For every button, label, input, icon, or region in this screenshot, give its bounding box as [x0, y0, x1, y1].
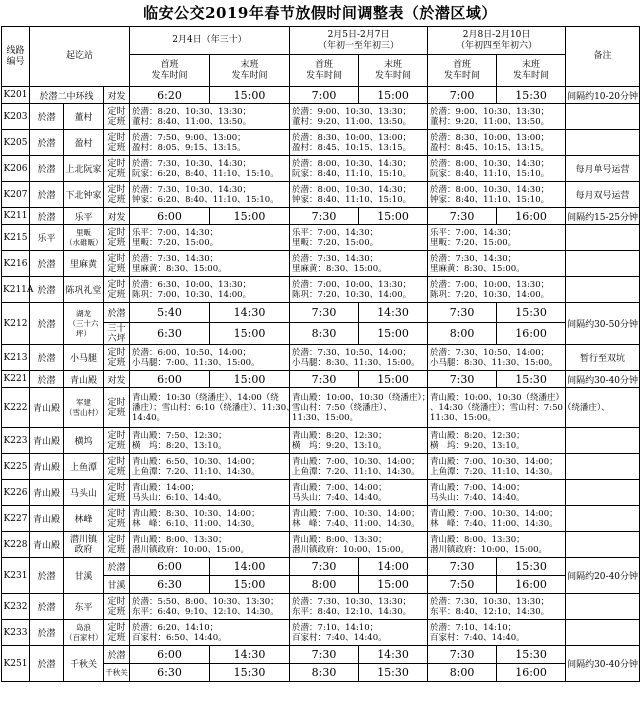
p1-last: 15:00	[210, 87, 290, 104]
p2-last: 14:30	[359, 646, 428, 664]
p1-first: 6:20	[130, 87, 210, 104]
service-type: 对发	[104, 87, 130, 104]
route-number: K201	[2, 87, 30, 104]
route-number: K215	[2, 225, 30, 251]
p2-last: 15:00	[359, 87, 428, 104]
service-type: 定时 定班	[104, 251, 130, 277]
table-row	[2, 532, 640, 558]
note	[566, 104, 640, 130]
stop-from: 於潜	[30, 156, 64, 182]
stop-from: 青山殿	[30, 480, 64, 506]
p3-first: 7:30	[428, 303, 497, 323]
period3-header: 2月8日-2月10日 （年初四至年初六）	[428, 27, 566, 55]
p2-first: 8:30	[290, 323, 359, 345]
p3-schedule: 於潜：7:10、14:10； 百家村：7:40、14:40。	[428, 620, 566, 646]
stop-from: 於潜	[30, 130, 64, 156]
p2-schedule: 青山殿：7:00、10:30、14:00； 上鱼潭：7:20、11:10、14:30。	[290, 454, 428, 480]
p3-schedule: 青山殿：10:00、10:30（绕潘庄） 、14:30（绕潘庄）；雪山村：7:50（绕潘庄）、 11:30、15:00。	[428, 388, 566, 428]
route-number: K232	[2, 594, 30, 620]
p2-schedule: 青山殿：7:00、10:30、14:00； 林 峰：7:40、11:00、14:30。	[290, 506, 428, 532]
p2-schedule: 青山殿：8:20、12:30； 横 坞：9:20、13:10。	[290, 428, 428, 454]
service-type: 对发	[104, 208, 130, 225]
p1-last: 15:30	[210, 664, 290, 682]
table-row	[2, 303, 640, 323]
header-row-1	[2, 27, 640, 55]
stop-to: 下北钟家	[64, 182, 104, 208]
p2-first: 7:00	[290, 87, 359, 104]
stop-to: 里畈 （水碓畈）	[64, 225, 104, 251]
stop-from: 乐平	[30, 225, 64, 251]
service-type: 定时 定班	[104, 156, 130, 182]
p2-schedule: 於潜：8:00、10:30、14:30； 阮家：8:40、11:10、15:10。	[290, 156, 428, 182]
direction-from: 於潜	[104, 558, 130, 576]
route-number: K221	[2, 371, 30, 388]
p3-schedule: 青山殿：7:00、14:00； 马头山：7:40、14:40。	[428, 480, 566, 506]
stop-from: 於潜	[30, 558, 64, 594]
p1-schedule: 於潜：7:30、10:30、14:30； 阮家：6:20、8:40、11:10、15:10。	[130, 156, 290, 182]
p2-first: 7:30	[290, 371, 359, 388]
route-number: K226	[2, 480, 30, 506]
p1-last-header: 末班 发车时间	[210, 55, 290, 87]
p3-first: 8:00	[428, 323, 497, 345]
p1-schedule: 於潜：8:20、10:30、13:30； 董村：8:40、11:00、13:50。	[130, 104, 290, 130]
service-type: 定时 定班	[104, 594, 130, 620]
p3-last: 16:00	[497, 323, 566, 345]
service-type: 定时 定班	[104, 182, 130, 208]
p2-schedule: 青山殿：10:00、10:30（绕潘庄）； 雪山村：7:50（绕潘庄）、 11:30、15:00。	[290, 388, 428, 428]
table-row	[2, 225, 640, 251]
stop-to: 林峰	[64, 506, 104, 532]
page-title: 临安公交2019年春节放假时间调整表（於潜区域）	[143, 4, 497, 22]
route-header: 线路 编号	[2, 27, 30, 87]
stop-from: 於潜	[30, 208, 64, 225]
p2-first-header: 首班 发车时间	[290, 55, 359, 87]
p2-first: 8:30	[290, 664, 359, 682]
stop-from: 青山殿	[30, 506, 64, 532]
p2-first: 7:30	[290, 303, 359, 323]
p1-last: 14:00	[210, 558, 290, 576]
route-number: K231	[2, 558, 30, 594]
table-row	[2, 506, 640, 532]
p3-schedule: 於潜：8:30、10:00、13:00； 盈村：8:45、10:15、13:15。	[428, 130, 566, 156]
p2-first: 7:30	[290, 208, 359, 225]
table-row	[2, 87, 640, 104]
stop-to: 马头山	[64, 480, 104, 506]
stop-to: 董村	[64, 104, 104, 130]
stop-to: 青山殿	[64, 371, 104, 388]
period1-header: 2月4日（年三十）	[130, 27, 290, 55]
p1-schedule: 青山殿：7:50、12:30； 横 坞：8:20、13:10。	[130, 428, 290, 454]
p3-first: 8:00	[428, 664, 497, 682]
note: 间隔约30-40分钟	[566, 646, 640, 682]
route-number: K223	[2, 428, 30, 454]
stop-from: 青山殿	[30, 454, 64, 480]
note	[566, 277, 640, 303]
p2-schedule: 於潜：7:10、14:10； 百家村：7:40、14:40。	[290, 620, 428, 646]
stop-from: 於潜	[30, 371, 64, 388]
p1-schedule: 於潜：5:50、8:00、10:30、13:30； 东平：6:40、9:10、12:10、14:30。	[130, 594, 290, 620]
p1-first: 6:00	[130, 371, 210, 388]
direction-from: 甘溪	[104, 576, 130, 594]
note: 间隔约30-40分钟	[566, 371, 640, 388]
p1-schedule: 於潜：7:50、9:00、13:00； 盈村：8:05、9:15、13:15。	[130, 130, 290, 156]
route-number: K222	[2, 388, 30, 428]
p3-schedule: 於潜：7:00、10:00、13:30； 陈巩：7:20、10:30、14:00。	[428, 277, 566, 303]
p3-last: 15:30	[497, 558, 566, 576]
p3-last: 16:00	[497, 576, 566, 594]
table-row	[2, 558, 640, 576]
stop-to: 横坞	[64, 428, 104, 454]
note	[566, 454, 640, 480]
p1-last: 15:00	[210, 208, 290, 225]
table-row	[2, 428, 640, 454]
stop-from: 於潜	[30, 277, 64, 303]
stop-to: 岛浪 （百家村）	[64, 620, 104, 646]
note	[566, 130, 640, 156]
stop-to: 盈村	[64, 130, 104, 156]
schedule-table	[1, 26, 640, 682]
p3-schedule: 於潜：7:30、10:50、14:00； 小马腿：8:30、11:30、15:00。	[428, 345, 566, 371]
service-type: 定时 定班	[104, 480, 130, 506]
p3-last: 16:00	[497, 664, 566, 682]
stop-to: 东平	[64, 594, 104, 620]
route-number: K251	[2, 646, 30, 682]
p2-last: 15:00	[359, 323, 428, 345]
table-row	[2, 594, 640, 620]
route-number: K206	[2, 156, 30, 182]
service-type: 定时 定班	[104, 506, 130, 532]
p3-first-header: 首班 发车时间	[428, 55, 497, 87]
stop-from: 於潜	[30, 104, 64, 130]
p1-last: 15:00	[210, 576, 290, 594]
route-number: K212	[2, 303, 30, 345]
p2-last: 14:00	[359, 558, 428, 576]
note-header: 备注	[566, 27, 640, 87]
p1-first: 6:30	[130, 664, 210, 682]
p1-last: 14:30	[210, 646, 290, 664]
note	[566, 428, 640, 454]
p2-schedule: 青山殿：7:00、14:00； 马头山：7:40、14:40。	[290, 480, 428, 506]
note: 间隔约20-40分钟	[566, 558, 640, 594]
route-number: K203	[2, 104, 30, 130]
p1-first: 6:00	[130, 558, 210, 576]
note	[566, 480, 640, 506]
table-row	[2, 480, 640, 506]
route-number: K205	[2, 130, 30, 156]
p3-first: 7:00	[428, 87, 497, 104]
p3-schedule: 於潜：7:30、14:30； 里麻黄：8:30、15:00。	[428, 251, 566, 277]
stop-to: 千秋关	[64, 646, 104, 682]
note	[566, 620, 640, 646]
route-number: K207	[2, 182, 30, 208]
p2-first: 8:00	[290, 576, 359, 594]
p3-last-header: 末班 发车时间	[497, 55, 566, 87]
note: 暂行至双坑	[566, 345, 640, 371]
stop-header: 起讫站	[30, 27, 130, 87]
p1-first: 6:00	[130, 208, 210, 225]
stop-from: 於潜	[30, 303, 64, 345]
table-row	[2, 208, 640, 225]
route-number: K228	[2, 532, 30, 558]
service-type: 定时 定班	[104, 345, 130, 371]
table-row	[2, 104, 640, 130]
direction-from: 於潜	[104, 646, 130, 664]
p1-schedule: 青山殿：10:30（绕潘庄）、14:00（绕 潘庄）；雪山村：6:10（绕潘庄）、11:30、 14:40。	[130, 388, 290, 428]
p3-last: 15:30	[497, 303, 566, 323]
table-row	[2, 130, 640, 156]
table-row	[2, 277, 640, 303]
p1-schedule: 於潜：6:30、10:00、13:30； 陈巩：7:00、10:30、14:00。	[130, 277, 290, 303]
p2-schedule: 於潜：7:30、10:30、13:30； 东平：8:40、12:10、14:30。	[290, 594, 428, 620]
p3-first: 7:30	[428, 558, 497, 576]
table-row	[2, 182, 640, 208]
p3-schedule: 於潜：9:00、10:30、13:30； 董村：9:20、11:00、13:50。	[428, 104, 566, 130]
stop-to: 上北阮家	[64, 156, 104, 182]
note: 间隔约10-20分钟	[566, 87, 640, 104]
p1-last: 15:00	[210, 371, 290, 388]
note: 每月单号运营	[566, 156, 640, 182]
p1-first-header: 首班 发车时间	[130, 55, 210, 87]
p2-schedule: 於潜：8:00、10:30、14:30； 钟家：8:40、11:10、15:10。	[290, 182, 428, 208]
p3-schedule: 青山殿：8:20、12:30； 横 坞：9:20、13:10。	[428, 428, 566, 454]
p3-schedule: 於潜：8:00、10:30、14:30； 钟家：8:40、11:10、15:10。	[428, 182, 566, 208]
p3-schedule: 於潜：7:30、10:30、13:30； 东平：8:40、12:10、14:30。	[428, 594, 566, 620]
service-type: 定时 定班	[104, 620, 130, 646]
stop-to: 潜川镇 政府	[64, 532, 104, 558]
route-number: K227	[2, 506, 30, 532]
table-row	[2, 646, 640, 664]
note	[566, 506, 640, 532]
p1-schedule: 青山殿：8:30、10:30、14:00； 林 峰：6:10、11:00、14:30。	[130, 506, 290, 532]
route-number: K213	[2, 345, 30, 371]
p2-schedule: 於潜：7:00、10:00、13:30； 陈巩：7:20、10:30、14:00。	[290, 277, 428, 303]
route-number: K216	[2, 251, 30, 277]
stop-to: 小马腿	[64, 345, 104, 371]
stop-from: 青山殿	[30, 388, 64, 428]
p1-schedule: 青山殿：14:00； 马头山：6:10、14:40。	[130, 480, 290, 506]
note	[566, 225, 640, 251]
stop-from: 於潜	[30, 182, 64, 208]
p1-last: 14:30	[210, 303, 290, 323]
p2-last: 15:00	[359, 576, 428, 594]
stop-to: 湖龙 （三十六坪）	[64, 303, 104, 345]
p3-schedule: 乐平：7:00、14:30； 里畈：7:20、15:00。	[428, 225, 566, 251]
stop-from: 青山殿	[30, 428, 64, 454]
route-number: K233	[2, 620, 30, 646]
stop-from: 於潜	[30, 620, 64, 646]
route-number: K225	[2, 454, 30, 480]
stop-to: 甘溪	[64, 558, 104, 594]
p3-first: 7:30	[428, 646, 497, 664]
stop-to: 陈巩礼堂	[64, 277, 104, 303]
p2-schedule: 青山殿：8:00、13:30； 潜川镇政府：10:00、15:00。	[290, 532, 428, 558]
p2-last: 15:00	[359, 371, 428, 388]
period2-header: 2月5日-2月7日 （年初一至年初三）	[290, 27, 428, 55]
service-type: 对发	[104, 371, 130, 388]
stop-from: 於潜	[30, 594, 64, 620]
p1-schedule: 於潜：6:20、14:10； 百家村：6:50、14:40。	[130, 620, 290, 646]
direction-from: 三十 六坪	[104, 323, 130, 345]
p3-schedule: 於潜：8:00、10:30、14:30； 阮家：8:40、11:10、15:10。	[428, 156, 566, 182]
direction-from: 千秋关	[104, 664, 130, 682]
note	[566, 251, 640, 277]
note	[566, 532, 640, 558]
p2-schedule: 於潜：8:30、10:00、13:00； 盈村：8:45、10:15、13:15。	[290, 130, 428, 156]
service-type: 定时 定班	[104, 104, 130, 130]
table-row	[2, 156, 640, 182]
service-type: 定时 定班	[104, 130, 130, 156]
p2-schedule: 乐平：7:00、14:30； 里畈：7:20、15:00。	[290, 225, 428, 251]
table-row	[2, 388, 640, 428]
p3-first: 7:30	[428, 208, 497, 225]
p3-schedule: 青山殿：8:00、13:30； 潜川镇政府：10:00、15:00。	[428, 532, 566, 558]
stop-from: 於潜	[30, 646, 64, 682]
stop-to: 乐平	[64, 208, 104, 225]
note: 每月双号运营	[566, 182, 640, 208]
service-type: 定时 定班	[104, 454, 130, 480]
p3-schedule: 青山殿：7:00、10:30、14:00； 林 峰：7:40、11:00、14:30。	[428, 506, 566, 532]
p1-schedule: 於潜：7:30、14:30； 里麻黄：8:30、15:00。	[130, 251, 290, 277]
p2-last: 14:30	[359, 303, 428, 323]
p3-first: 7:50	[428, 576, 497, 594]
p2-schedule: 於潜：7:30、14:30； 里麻黄：8:30、15:00。	[290, 251, 428, 277]
route-number: K211	[2, 208, 30, 225]
stop-from: 於潜	[30, 345, 64, 371]
p3-last: 15:30	[497, 371, 566, 388]
service-type: 定时 定班	[104, 388, 130, 428]
service-type: 定时 定班	[104, 225, 130, 251]
stop-to: 里麻黄	[64, 251, 104, 277]
p1-first: 6:00	[130, 646, 210, 664]
p1-schedule: 於潜：7:30、10:30、14:30； 钟家：6:20、8:40、11:10、15:10。	[130, 182, 290, 208]
p2-first: 7:30	[290, 558, 359, 576]
route-number: K211A	[2, 277, 30, 303]
service-type: 定时 定班	[104, 428, 130, 454]
p1-schedule: 乐平：7:00、14:30； 里畈：7:20、15:00。	[130, 225, 290, 251]
p1-first: 6:30	[130, 576, 210, 594]
p2-first: 7:30	[290, 646, 359, 664]
p2-last-header: 末班 发车时间	[359, 55, 428, 87]
table-row	[2, 251, 640, 277]
p3-schedule: 青山殿：7:00、10:30、14:00； 上鱼潭：7:20、11:10、14:30。	[428, 454, 566, 480]
note	[566, 594, 640, 620]
stop-to: 上鱼潭	[64, 454, 104, 480]
p1-first: 6:30	[130, 323, 210, 345]
p3-last: 16:00	[497, 208, 566, 225]
stop-to: 军建 （雪山村）	[64, 388, 104, 428]
p2-schedule: 於潜：9:00、10:30、13:30； 董村：9:20、11:00、13:50。	[290, 104, 428, 130]
p1-last: 15:00	[210, 323, 290, 345]
p1-schedule: 青山殿：8:00、13:30； 潜川镇政府：10:00、15:00。	[130, 532, 290, 558]
table-row	[2, 620, 640, 646]
table-row	[2, 345, 640, 371]
stop-from: 青山殿	[30, 532, 64, 558]
p2-last: 15:30	[359, 664, 428, 682]
p1-schedule: 青山殿：6:50、10:30、14:00； 上鱼潭：7:20、11:10、14:30。	[130, 454, 290, 480]
p1-schedule: 於潜：6:00、10:50、14:00； 小马腿：7:00、11:30、15:00。	[130, 345, 290, 371]
p3-last: 15:30	[497, 87, 566, 104]
p1-first: 5:40	[130, 303, 210, 323]
table-row	[2, 371, 640, 388]
p3-first: 7:30	[428, 371, 497, 388]
direction-from: 於潜	[104, 303, 130, 323]
service-type: 定时 定班	[104, 277, 130, 303]
stop-from: 於潜	[30, 251, 64, 277]
table-row	[2, 454, 640, 480]
p2-schedule: 於潜：7:30、10:50、14:00； 小马腿：8:30、11:30、15:00。	[290, 345, 428, 371]
p2-last: 15:00	[359, 208, 428, 225]
note: 间隔约30-50分钟	[566, 303, 640, 345]
p3-last: 15:30	[497, 646, 566, 664]
service-type: 定时 定班	[104, 532, 130, 558]
note: 间隔约15-25分钟	[566, 208, 640, 225]
stops: 於潜二中环线	[30, 87, 104, 104]
